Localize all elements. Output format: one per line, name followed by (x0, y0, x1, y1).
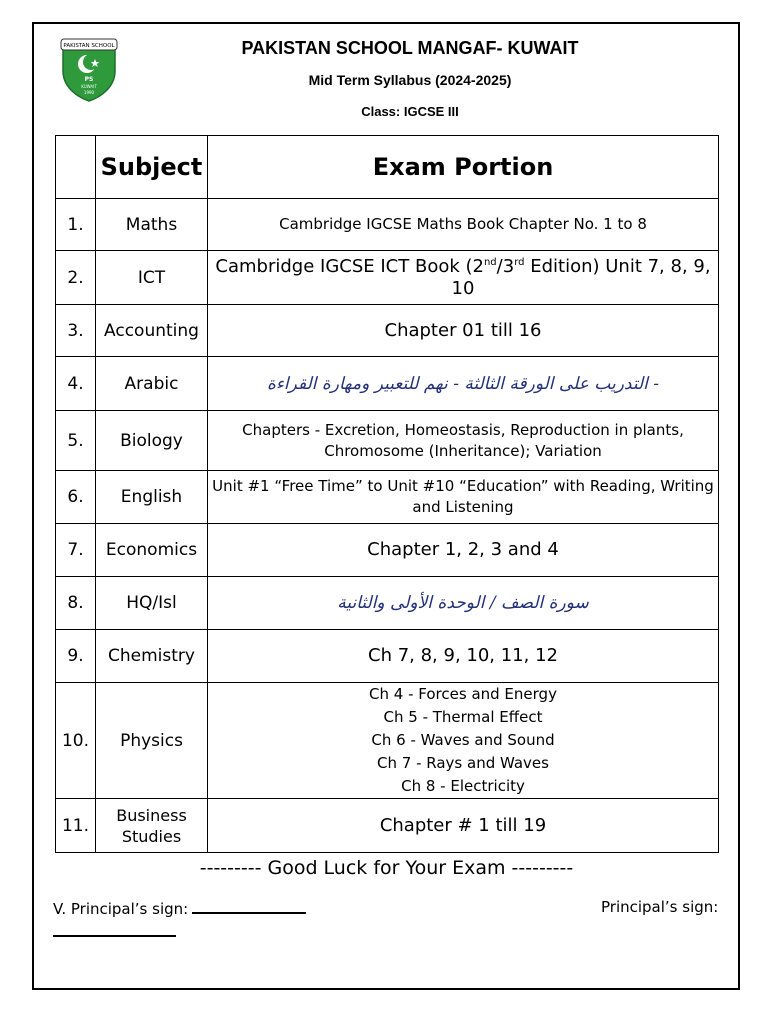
row-subject: ICT (96, 251, 208, 305)
row-subject: Maths (96, 199, 208, 251)
table-row (56, 524, 719, 577)
row-portion: Cambridge IGCSE ICT Book (2nd/3rd Edition) Unit 7, 8, 9, 10 (208, 251, 719, 305)
table-row (56, 251, 719, 305)
row-number: 1. (56, 199, 96, 251)
table-row (56, 357, 719, 411)
row-number: 5. (56, 411, 96, 471)
portion-line: Ch 8 - Electricity (401, 777, 525, 795)
table-row (56, 683, 719, 799)
logo-top-text: PAKISTAN SCHOOL (63, 43, 115, 49)
good-luck-message: --------- Good Luck for Your Exam --------- (199, 857, 574, 879)
row-subject: Arabic (96, 357, 208, 411)
row-number: 7. (56, 524, 96, 577)
row-portion: Cambridge IGCSE Maths Book Chapter No. 1 to 8 (208, 199, 719, 251)
class-label: Class: IGCSE III (361, 104, 459, 119)
table-row (56, 305, 719, 357)
row-subject: Economics (96, 524, 208, 577)
row-portion (208, 683, 719, 799)
logo-initials: PS (84, 76, 94, 83)
row-subject: Business Studies (96, 799, 208, 853)
school-name: PAKISTAN SCHOOL MANGAF- KUWAIT (241, 38, 579, 58)
row-portion-handwritten: - التدريب على الورقة الثالثة - نهم للتعبير ومهارة القراءة (208, 357, 719, 411)
signature-line (192, 898, 306, 914)
table-header-row (56, 136, 719, 199)
row-number: 4. (56, 357, 96, 411)
row-portion: Unit #1 “Free Time” to Unit #10 “Education” with Reading, Writing and Listening (208, 471, 719, 524)
row-subject: HQ/Isl (96, 577, 208, 630)
header-number-cell (56, 136, 96, 199)
logo-year: 1990 (83, 90, 95, 95)
table-row (56, 630, 719, 683)
row-portion: Chapter 01 till 16 (208, 305, 719, 357)
row-portion: Chapter 1, 2, 3 and 4 (208, 524, 719, 577)
row-subject: Physics (96, 683, 208, 799)
row-portion: Chapter # 1 till 19 (208, 799, 719, 853)
row-number: 10. (56, 683, 96, 799)
header-exam-portion: Exam Portion (208, 136, 719, 199)
table-row (56, 799, 719, 853)
principal-signature-line (53, 935, 176, 937)
table-row (56, 411, 719, 471)
principal-sign: Principal’s sign: (601, 898, 719, 916)
syllabus-table (55, 135, 719, 853)
row-portion-handwritten: سورة الصف / الوحدة الأولى والثانية (208, 577, 719, 630)
row-subject: English (96, 471, 208, 524)
table-row (56, 577, 719, 630)
row-number: 2. (56, 251, 96, 305)
row-subject: Accounting (96, 305, 208, 357)
row-number: 8. (56, 577, 96, 630)
row-number: 9. (56, 630, 96, 683)
row-number: 6. (56, 471, 96, 524)
portion-line: Ch 4 - Forces and Energy (369, 685, 557, 703)
logo-city: KUWAIT (81, 84, 97, 89)
row-portion: Ch 7, 8, 9, 10, 11, 12 (208, 630, 719, 683)
term-title: Mid Term Syllabus (2024-2025) (308, 72, 512, 88)
row-subject: Biology (96, 411, 208, 471)
row-portion: Chapters - Excretion, Homeostasis, Reproduction in plants, Chromosome (Inheritance); Variation (208, 411, 719, 471)
row-number: 11. (56, 799, 96, 853)
row-number: 3. (56, 305, 96, 357)
portion-line: Ch 6 - Waves and Sound (371, 731, 555, 749)
table-row (56, 199, 719, 251)
school-logo (57, 37, 121, 103)
vice-principal-sign: V. Principal’s sign: (53, 898, 306, 918)
table-row (56, 471, 719, 524)
header-subject: Subject (96, 136, 208, 199)
portion-line: Ch 5 - Thermal Effect (383, 708, 543, 726)
row-subject: Chemistry (96, 630, 208, 683)
portion-line: Ch 7 - Rays and Waves (377, 754, 549, 772)
